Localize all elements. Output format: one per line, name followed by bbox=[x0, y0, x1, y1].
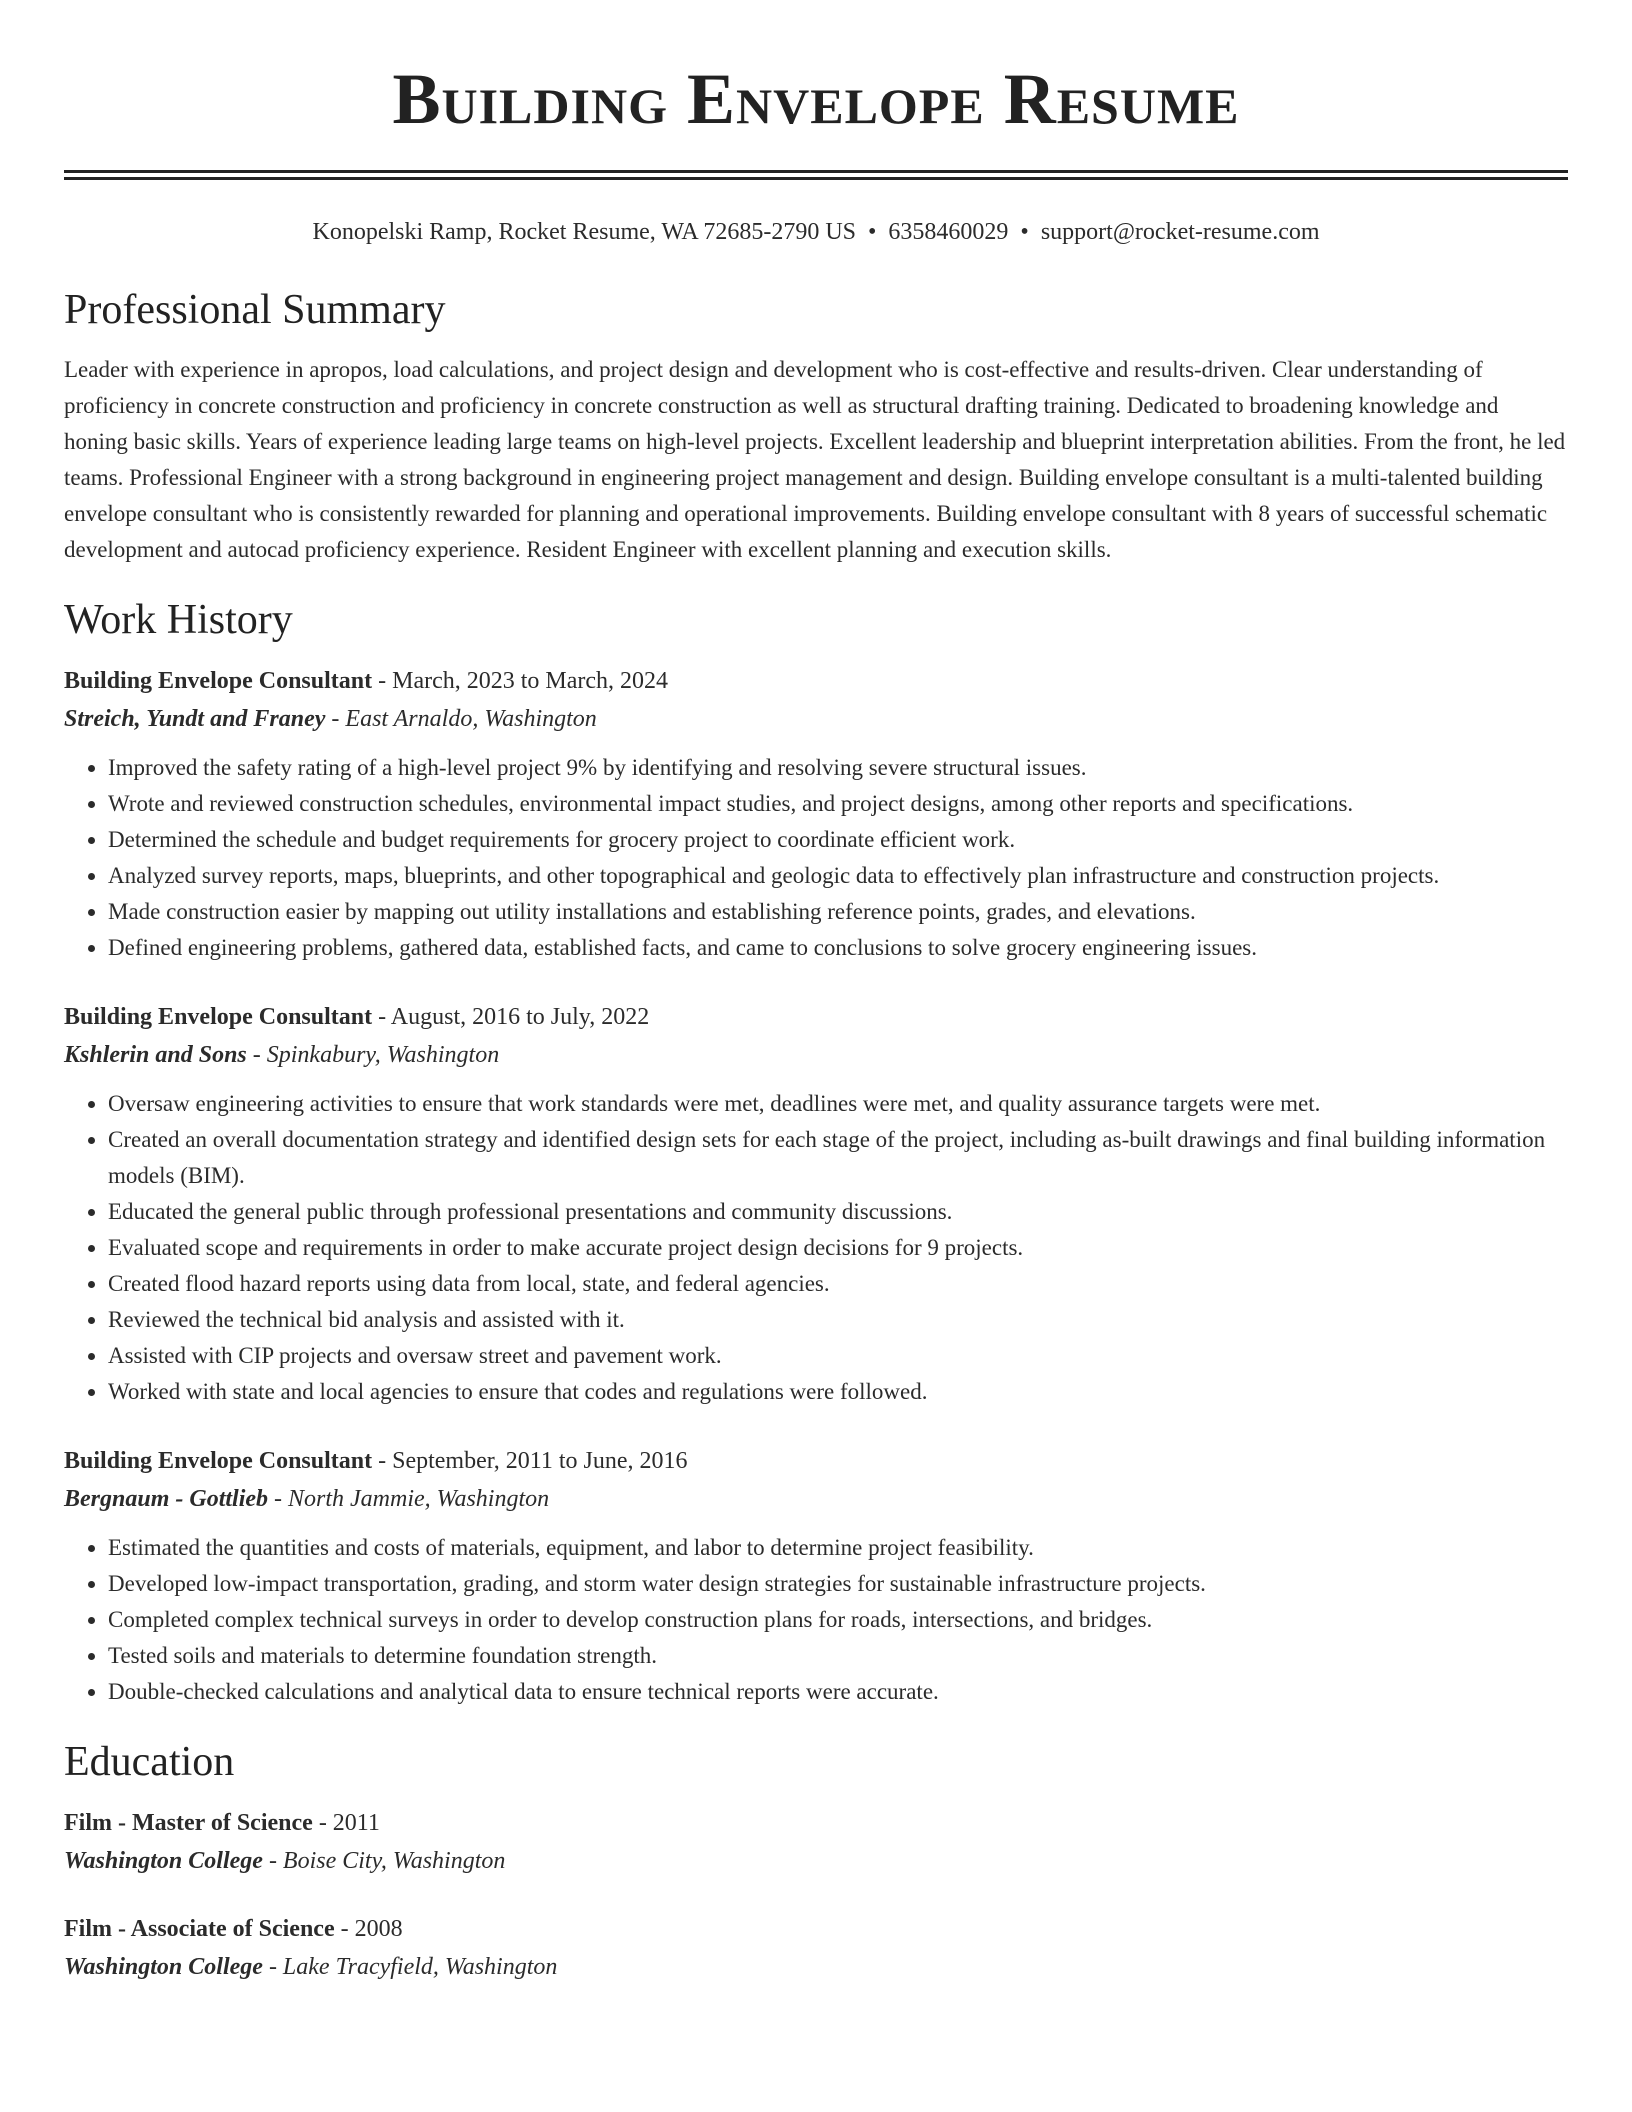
job-bullet: • Worked with state and local agencies to ensure that codes and regulations were followed. bbox=[108, 1374, 1568, 1410]
contact-phone: 6358460029 bbox=[888, 219, 1009, 245]
job-company: Bergnaum - Gottlieb bbox=[64, 1486, 269, 1512]
job-bullet: • Tested soils and materials to determine foundation strength. bbox=[108, 1638, 1568, 1674]
job-entry bbox=[64, 998, 1568, 1410]
job-title-line bbox=[64, 1442, 1568, 1480]
work-history-heading: Work History bbox=[64, 597, 293, 643]
school: Washington College bbox=[64, 1954, 263, 1980]
contact-line bbox=[64, 216, 1568, 248]
contact-separator: • bbox=[1020, 219, 1029, 245]
contact-separator: • bbox=[868, 219, 877, 245]
job-bullet: • Created flood hazard reports using data from local, state, and federal agencies. bbox=[108, 1266, 1568, 1302]
job-title-line bbox=[64, 662, 1568, 700]
job-title-line bbox=[64, 998, 1568, 1036]
school-line bbox=[64, 1842, 1568, 1880]
summary-heading: Professional Summary bbox=[64, 287, 446, 333]
job-bullet: • Created an overall documentation strategy and identified design sets for each stage of the project, including as-built drawings and final building information models (BIM). bbox=[108, 1122, 1568, 1194]
job-company-line bbox=[64, 700, 1568, 738]
job-location: - North Jammie, Washington bbox=[268, 1486, 550, 1512]
job-bullet: • Made construction easier by mapping out utility installations and establishing reference points, grades, and elevations. bbox=[108, 894, 1568, 930]
education-heading: Education bbox=[64, 1739, 235, 1785]
job-bullet: • Developed low-impact transportation, grading, and storm water design strategies for sustainable infrastructure projects. bbox=[108, 1566, 1568, 1602]
job-company-line bbox=[64, 1036, 1568, 1074]
job-bullet: • Determined the schedule and budget requirements for grocery project to coordinate efficient work. bbox=[108, 822, 1568, 858]
job-entry bbox=[64, 1442, 1568, 1710]
title-double-rule bbox=[64, 170, 1568, 180]
degree: Film - Associate of Science bbox=[64, 1916, 335, 1942]
job-title: Building Envelope Consultant bbox=[64, 668, 373, 694]
job-dates: - September, 2011 to June, 2016 bbox=[372, 1448, 688, 1474]
job-bullet: • Double-checked calculations and analytical data to ensure technical reports were accurate. bbox=[108, 1674, 1568, 1710]
job-bullet: • Defined engineering problems, gathered data, established facts, and came to conclusions to solve grocery engineering issues. bbox=[108, 930, 1568, 966]
contact-address: Konopelski Ramp, Rocket Resume, WA 72685-2790 US bbox=[312, 219, 857, 245]
job-bullets bbox=[64, 1086, 1568, 1410]
job-bullet: • Wrote and reviewed construction schedules, environmental impact studies, and project designs, among other reports and specifications. bbox=[108, 786, 1568, 822]
job-company: Kshlerin and Sons bbox=[64, 1042, 247, 1068]
degree-line bbox=[64, 1804, 1568, 1842]
education-entry bbox=[64, 1804, 1568, 1880]
school-line bbox=[64, 1948, 1568, 1986]
job-bullet: • Educated the general public through professional presentations and community discussions. bbox=[108, 1194, 1568, 1230]
job-title: Building Envelope Consultant bbox=[64, 1448, 373, 1474]
job-location: - East Arnaldo, Washington bbox=[325, 706, 597, 732]
job-bullet: • Oversaw engineering activities to ensure that work standards were met, deadlines were met, and quality assurance targets were met. bbox=[108, 1086, 1568, 1122]
school-location: - Lake Tracyfield, Washington bbox=[262, 1954, 558, 1980]
job-dates: - March, 2023 to March, 2024 bbox=[372, 668, 669, 694]
job-bullets bbox=[64, 1530, 1568, 1710]
job-entry bbox=[64, 662, 1568, 966]
job-company: Streich, Yundt and Franey bbox=[64, 706, 326, 732]
school-location: - Boise City, Washington bbox=[262, 1848, 506, 1874]
degree: Film - Master of Science bbox=[64, 1810, 313, 1836]
job-bullet: • Analyzed survey reports, maps, blueprints, and other topographical and geologic data to effectively plan infrastructure and construction projects. bbox=[108, 858, 1568, 894]
degree-year: - 2011 bbox=[312, 1810, 380, 1836]
degree-year: - 2008 bbox=[334, 1916, 403, 1942]
job-bullet: • Completed complex technical surveys in order to develop construction plans for roads, intersections, and bridges. bbox=[108, 1602, 1568, 1638]
job-bullet: • Improved the safety rating of a high-level project 9% by identifying and resolving severe structural issues. bbox=[108, 750, 1568, 786]
contact-email: support@rocket-resume.com bbox=[1040, 219, 1320, 245]
resume-title: Building Envelope Resume bbox=[392, 59, 1240, 139]
school: Washington College bbox=[64, 1848, 263, 1874]
job-bullet: • Evaluated scope and requirements in order to make accurate project design decisions for 9 projects. bbox=[108, 1230, 1568, 1266]
job-bullet: • Estimated the quantities and costs of materials, equipment, and labor to determine project feasibility. bbox=[108, 1530, 1568, 1566]
education-entry bbox=[64, 1910, 1568, 1986]
job-bullet: • Assisted with CIP projects and oversaw street and pavement work. bbox=[108, 1338, 1568, 1374]
job-bullets bbox=[64, 750, 1568, 966]
job-location: - Spinkabury, Washington bbox=[246, 1042, 500, 1068]
summary-text: Leader with experience in apropos, load calculations, and project design and development who is cost-effective and results-driven. Clear understanding of proficiency in concrete construction and proficiency in concrete construction as well as structural drafting training. Dedicated to broadening knowledge and honing basic skills. Years of experience leading large teams on high-level projects. Excellent leadership and blueprint interpretation abilities. From the front, he led teams. Professional Engineer with a strong background in engineering project management and design. Building envelope consultant is a multi-talented building envelope consultant who is consistently rewarded for planning and operational improvements. Building envelope consultant with 8 years of successful schematic development and autocad proficiency experience. Resident Engineer with excellent planning and execution skills. bbox=[64, 357, 1566, 562]
job-title: Building Envelope Consultant bbox=[64, 1004, 373, 1030]
job-bullet: • Reviewed the technical bid analysis and assisted with it. bbox=[108, 1302, 1568, 1338]
degree-line bbox=[64, 1910, 1568, 1948]
job-dates: - August, 2016 to July, 2022 bbox=[372, 1004, 650, 1030]
job-company-line bbox=[64, 1480, 1568, 1518]
